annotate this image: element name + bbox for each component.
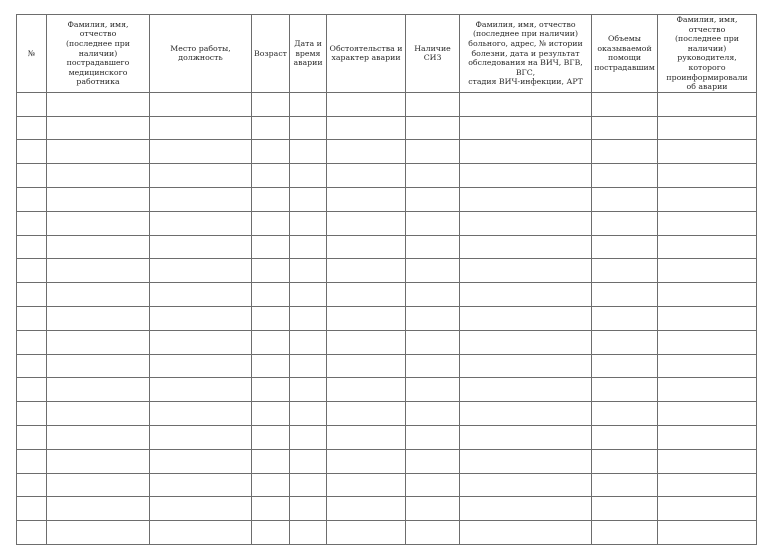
cell-workplace[interactable] bbox=[150, 425, 252, 449]
cell-worker_name[interactable] bbox=[47, 211, 150, 235]
cell-accident_date[interactable] bbox=[290, 235, 327, 259]
cell-supervisor[interactable] bbox=[658, 187, 757, 211]
cell-ppe[interactable] bbox=[406, 283, 460, 307]
header-cell-age bbox=[252, 15, 290, 93]
table-row bbox=[17, 497, 757, 521]
cell-ppe[interactable] bbox=[406, 187, 460, 211]
cell-age[interactable] bbox=[252, 92, 290, 116]
cell-number[interactable] bbox=[17, 425, 47, 449]
table-row bbox=[17, 140, 757, 164]
cell-patient_info[interactable] bbox=[460, 354, 592, 378]
cell-supervisor[interactable] bbox=[658, 283, 757, 307]
cell-circumstances[interactable] bbox=[327, 378, 406, 402]
cell-accident_date[interactable] bbox=[290, 140, 327, 164]
header-label: Наличие СИЗ bbox=[414, 43, 451, 63]
cell-age[interactable] bbox=[252, 211, 290, 235]
cell-supervisor[interactable] bbox=[658, 473, 757, 497]
cell-circumstances[interactable] bbox=[327, 497, 406, 521]
cell-patient_info[interactable] bbox=[460, 497, 592, 521]
cell-accident_date[interactable] bbox=[290, 92, 327, 116]
cell-circumstances[interactable] bbox=[327, 235, 406, 259]
cell-age[interactable] bbox=[252, 473, 290, 497]
cell-workplace[interactable] bbox=[150, 354, 252, 378]
cell-patient_info[interactable] bbox=[460, 140, 592, 164]
header-label: Фамилия, имя, отчество (последнее при наличии) больного, адрес, № истории болезни, дата и результат обследования на ВИЧ, ВГВ, ВГС, стадия ВИЧ-инфекции, АРТ bbox=[468, 19, 583, 87]
cell-patient_info[interactable] bbox=[460, 521, 592, 545]
cell-ppe[interactable] bbox=[406, 402, 460, 426]
cell-aid_volume[interactable] bbox=[592, 497, 658, 521]
cell-accident_date[interactable] bbox=[290, 330, 327, 354]
cell-patient_info[interactable] bbox=[460, 283, 592, 307]
cell-number[interactable] bbox=[17, 354, 47, 378]
table-row bbox=[17, 306, 757, 330]
cell-supervisor[interactable] bbox=[658, 354, 757, 378]
cell-age[interactable] bbox=[252, 283, 290, 307]
cell-aid_volume[interactable] bbox=[592, 402, 658, 426]
cell-workplace[interactable] bbox=[150, 283, 252, 307]
cell-age[interactable] bbox=[252, 235, 290, 259]
cell-aid_volume[interactable] bbox=[592, 521, 658, 545]
cell-workplace[interactable] bbox=[150, 259, 252, 283]
cell-workplace[interactable] bbox=[150, 116, 252, 140]
cell-accident_date[interactable] bbox=[290, 354, 327, 378]
cell-workplace[interactable] bbox=[150, 211, 252, 235]
header-cell-ppe bbox=[406, 15, 460, 93]
cell-patient_info[interactable] bbox=[460, 211, 592, 235]
cell-workplace[interactable] bbox=[150, 402, 252, 426]
cell-worker_name[interactable] bbox=[47, 140, 150, 164]
accident-register-table bbox=[16, 14, 757, 545]
cell-number[interactable] bbox=[17, 449, 47, 473]
cell-worker_name[interactable] bbox=[47, 378, 150, 402]
table-body bbox=[17, 92, 757, 544]
cell-supervisor[interactable] bbox=[658, 521, 757, 545]
cell-age[interactable] bbox=[252, 425, 290, 449]
cell-number[interactable] bbox=[17, 497, 47, 521]
cell-number[interactable] bbox=[17, 330, 47, 354]
cell-age[interactable] bbox=[252, 259, 290, 283]
cell-number[interactable] bbox=[17, 473, 47, 497]
cell-aid_volume[interactable] bbox=[592, 164, 658, 188]
cell-workplace[interactable] bbox=[150, 306, 252, 330]
cell-number[interactable] bbox=[17, 140, 47, 164]
cell-worker_name[interactable] bbox=[47, 473, 150, 497]
cell-supervisor[interactable] bbox=[658, 164, 757, 188]
cell-aid_volume[interactable] bbox=[592, 283, 658, 307]
cell-supervisor[interactable] bbox=[658, 378, 757, 402]
header-label: Возраст bbox=[254, 48, 287, 58]
cell-workplace[interactable] bbox=[150, 473, 252, 497]
table-row bbox=[17, 354, 757, 378]
cell-accident_date[interactable] bbox=[290, 497, 327, 521]
cell-supervisor[interactable] bbox=[658, 425, 757, 449]
cell-accident_date[interactable] bbox=[290, 425, 327, 449]
cell-patient_info[interactable] bbox=[460, 378, 592, 402]
cell-accident_date[interactable] bbox=[290, 521, 327, 545]
cell-patient_info[interactable] bbox=[460, 402, 592, 426]
table-row bbox=[17, 473, 757, 497]
cell-number[interactable] bbox=[17, 283, 47, 307]
cell-supervisor[interactable] bbox=[658, 306, 757, 330]
cell-aid_volume[interactable] bbox=[592, 187, 658, 211]
cell-aid_volume[interactable] bbox=[592, 259, 658, 283]
cell-accident_date[interactable] bbox=[290, 283, 327, 307]
cell-ppe[interactable] bbox=[406, 449, 460, 473]
cell-number[interactable] bbox=[17, 259, 47, 283]
cell-age[interactable] bbox=[252, 330, 290, 354]
cell-aid_volume[interactable] bbox=[592, 378, 658, 402]
cell-worker_name[interactable] bbox=[47, 116, 150, 140]
table-header bbox=[17, 15, 757, 93]
header-label: № bbox=[27, 48, 36, 58]
cell-workplace[interactable] bbox=[150, 187, 252, 211]
table-row bbox=[17, 164, 757, 188]
cell-worker_name[interactable] bbox=[47, 259, 150, 283]
table-row bbox=[17, 402, 757, 426]
cell-circumstances[interactable] bbox=[327, 283, 406, 307]
table-row bbox=[17, 116, 757, 140]
cell-supervisor[interactable] bbox=[658, 116, 757, 140]
cell-accident_date[interactable] bbox=[290, 402, 327, 426]
cell-number[interactable] bbox=[17, 187, 47, 211]
cell-worker_name[interactable] bbox=[47, 283, 150, 307]
cell-workplace[interactable] bbox=[150, 140, 252, 164]
cell-ppe[interactable] bbox=[406, 473, 460, 497]
cell-aid_volume[interactable] bbox=[592, 330, 658, 354]
table-row bbox=[17, 425, 757, 449]
cell-workplace[interactable] bbox=[150, 497, 252, 521]
cell-worker_name[interactable] bbox=[47, 306, 150, 330]
cell-workplace[interactable] bbox=[150, 235, 252, 259]
cell-number[interactable] bbox=[17, 116, 47, 140]
cell-worker_name[interactable] bbox=[47, 402, 150, 426]
cell-ppe[interactable] bbox=[406, 164, 460, 188]
cell-aid_volume[interactable] bbox=[592, 473, 658, 497]
table-row bbox=[17, 283, 757, 307]
table-row bbox=[17, 92, 757, 116]
header-cell-number bbox=[17, 15, 47, 93]
cell-aid_volume[interactable] bbox=[592, 92, 658, 116]
cell-number[interactable] bbox=[17, 92, 47, 116]
cell-circumstances[interactable] bbox=[327, 354, 406, 378]
cell-ppe[interactable] bbox=[406, 211, 460, 235]
cell-patient_info[interactable] bbox=[460, 259, 592, 283]
cell-age[interactable] bbox=[252, 140, 290, 164]
cell-ppe[interactable] bbox=[406, 354, 460, 378]
cell-supervisor[interactable] bbox=[658, 92, 757, 116]
cell-workplace[interactable] bbox=[150, 449, 252, 473]
cell-ppe[interactable] bbox=[406, 497, 460, 521]
cell-circumstances[interactable] bbox=[327, 449, 406, 473]
header-cell-patient-info bbox=[460, 15, 592, 93]
header-cell-circumstances bbox=[327, 15, 406, 93]
header-label: Фамилия, имя, отчество (последнее при наличии) пострадавшего медицинского работника bbox=[66, 19, 130, 87]
cell-worker_name[interactable] bbox=[47, 330, 150, 354]
cell-circumstances[interactable] bbox=[327, 330, 406, 354]
header-label: Фамилия, имя, отчество (последнее при наличии) руководителя, которого проинформировали об аварии bbox=[666, 15, 748, 92]
cell-aid_volume[interactable] bbox=[592, 211, 658, 235]
cell-patient_info[interactable] bbox=[460, 330, 592, 354]
cell-age[interactable] bbox=[252, 402, 290, 426]
cell-age[interactable] bbox=[252, 449, 290, 473]
cell-patient_info[interactable] bbox=[460, 92, 592, 116]
cell-ppe[interactable] bbox=[406, 259, 460, 283]
cell-accident_date[interactable] bbox=[290, 259, 327, 283]
cell-number[interactable] bbox=[17, 306, 47, 330]
cell-patient_info[interactable] bbox=[460, 473, 592, 497]
header-label: Обстоятельства и характер аварии bbox=[329, 43, 403, 63]
header-row bbox=[17, 15, 757, 93]
cell-number[interactable] bbox=[17, 211, 47, 235]
table-row bbox=[17, 187, 757, 211]
cell-patient_info[interactable] bbox=[460, 306, 592, 330]
cell-age[interactable] bbox=[252, 497, 290, 521]
cell-age[interactable] bbox=[252, 116, 290, 140]
cell-supervisor[interactable] bbox=[658, 140, 757, 164]
cell-ppe[interactable] bbox=[406, 521, 460, 545]
cell-supervisor[interactable] bbox=[658, 449, 757, 473]
cell-circumstances[interactable] bbox=[327, 187, 406, 211]
cell-number[interactable] bbox=[17, 378, 47, 402]
cell-circumstances[interactable] bbox=[327, 92, 406, 116]
cell-worker_name[interactable] bbox=[47, 164, 150, 188]
cell-aid_volume[interactable] bbox=[592, 116, 658, 140]
cell-patient_info[interactable] bbox=[460, 449, 592, 473]
cell-age[interactable] bbox=[252, 164, 290, 188]
cell-ppe[interactable] bbox=[406, 116, 460, 140]
cell-circumstances[interactable] bbox=[327, 473, 406, 497]
cell-patient_info[interactable] bbox=[460, 164, 592, 188]
table-row bbox=[17, 235, 757, 259]
header-label: Место работы, должность bbox=[170, 43, 231, 63]
cell-circumstances[interactable] bbox=[327, 259, 406, 283]
cell-supervisor[interactable] bbox=[658, 330, 757, 354]
cell-ppe[interactable] bbox=[406, 235, 460, 259]
cell-circumstances[interactable] bbox=[327, 140, 406, 164]
cell-age[interactable] bbox=[252, 306, 290, 330]
cell-workplace[interactable] bbox=[150, 521, 252, 545]
table-row bbox=[17, 330, 757, 354]
cell-supervisor[interactable] bbox=[658, 211, 757, 235]
cell-circumstances[interactable] bbox=[327, 402, 406, 426]
table-row bbox=[17, 378, 757, 402]
header-label: Объемы оказываемой помощи пострадавшим bbox=[594, 34, 655, 72]
cell-age[interactable] bbox=[252, 187, 290, 211]
cell-workplace[interactable] bbox=[150, 378, 252, 402]
cell-patient_info[interactable] bbox=[460, 187, 592, 211]
table-row bbox=[17, 211, 757, 235]
cell-accident_date[interactable] bbox=[290, 473, 327, 497]
cell-worker_name[interactable] bbox=[47, 92, 150, 116]
cell-circumstances[interactable] bbox=[327, 164, 406, 188]
header-cell-accident-date bbox=[290, 15, 327, 93]
cell-accident_date[interactable] bbox=[290, 187, 327, 211]
cell-ppe[interactable] bbox=[406, 378, 460, 402]
table-row bbox=[17, 259, 757, 283]
cell-circumstances[interactable] bbox=[327, 521, 406, 545]
cell-worker_name[interactable] bbox=[47, 497, 150, 521]
table-row bbox=[17, 449, 757, 473]
cell-aid_volume[interactable] bbox=[592, 354, 658, 378]
cell-aid_volume[interactable] bbox=[592, 140, 658, 164]
cell-accident_date[interactable] bbox=[290, 306, 327, 330]
table-row bbox=[17, 521, 757, 545]
cell-circumstances[interactable] bbox=[327, 211, 406, 235]
cell-age[interactable] bbox=[252, 378, 290, 402]
cell-ppe[interactable] bbox=[406, 92, 460, 116]
cell-worker_name[interactable] bbox=[47, 354, 150, 378]
cell-workplace[interactable] bbox=[150, 330, 252, 354]
cell-accident_date[interactable] bbox=[290, 164, 327, 188]
cell-worker_name[interactable] bbox=[47, 187, 150, 211]
cell-accident_date[interactable] bbox=[290, 211, 327, 235]
cell-patient_info[interactable] bbox=[460, 425, 592, 449]
cell-circumstances[interactable] bbox=[327, 425, 406, 449]
header-cell-supervisor bbox=[658, 15, 757, 93]
cell-supervisor[interactable] bbox=[658, 497, 757, 521]
cell-supervisor[interactable] bbox=[658, 402, 757, 426]
cell-age[interactable] bbox=[252, 521, 290, 545]
cell-worker_name[interactable] bbox=[47, 425, 150, 449]
cell-ppe[interactable] bbox=[406, 330, 460, 354]
cell-workplace[interactable] bbox=[150, 164, 252, 188]
header-cell-aid-volume bbox=[592, 15, 658, 93]
cell-circumstances[interactable] bbox=[327, 116, 406, 140]
cell-circumstances[interactable] bbox=[327, 306, 406, 330]
cell-supervisor[interactable] bbox=[658, 235, 757, 259]
cell-number[interactable] bbox=[17, 164, 47, 188]
cell-number[interactable] bbox=[17, 521, 47, 545]
cell-age[interactable] bbox=[252, 354, 290, 378]
cell-aid_volume[interactable] bbox=[592, 449, 658, 473]
header-label: Дата и время аварии bbox=[293, 38, 323, 68]
cell-aid_volume[interactable] bbox=[592, 235, 658, 259]
cell-worker_name[interactable] bbox=[47, 449, 150, 473]
cell-number[interactable] bbox=[17, 235, 47, 259]
cell-ppe[interactable] bbox=[406, 306, 460, 330]
cell-ppe[interactable] bbox=[406, 425, 460, 449]
cell-patient_info[interactable] bbox=[460, 116, 592, 140]
cell-aid_volume[interactable] bbox=[592, 306, 658, 330]
cell-number[interactable] bbox=[17, 402, 47, 426]
header-cell-workplace bbox=[150, 15, 252, 93]
cell-accident_date[interactable] bbox=[290, 116, 327, 140]
cell-accident_date[interactable] bbox=[290, 378, 327, 402]
cell-supervisor[interactable] bbox=[658, 259, 757, 283]
cell-workplace[interactable] bbox=[150, 92, 252, 116]
cell-worker_name[interactable] bbox=[47, 521, 150, 545]
header-cell-worker-name bbox=[47, 15, 150, 93]
cell-patient_info[interactable] bbox=[460, 235, 592, 259]
cell-ppe[interactable] bbox=[406, 140, 460, 164]
cell-aid_volume[interactable] bbox=[592, 425, 658, 449]
cell-worker_name[interactable] bbox=[47, 235, 150, 259]
cell-accident_date[interactable] bbox=[290, 449, 327, 473]
